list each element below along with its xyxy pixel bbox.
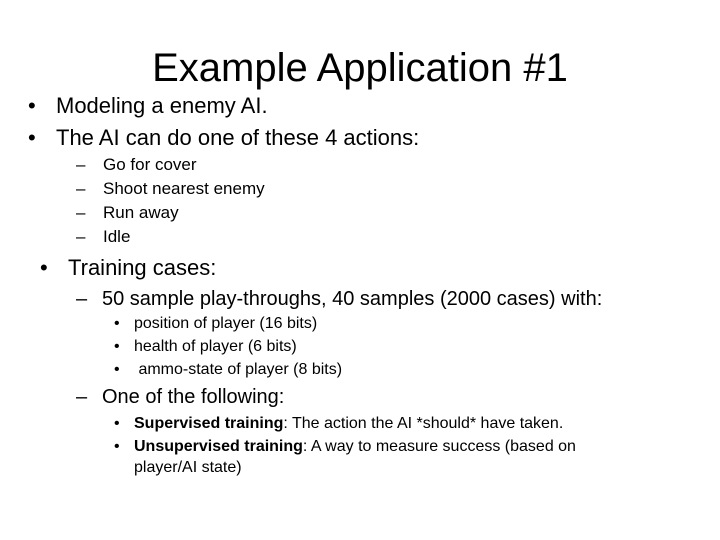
action-label: Idle [103,227,131,246]
slide-title: Example Application #1 [152,46,568,90]
feature-item [114,313,318,334]
training-heading: Training cases: [68,255,217,280]
action-item [76,154,197,176]
option-bold: Unsupervised training [134,438,303,455]
option-text [134,436,576,457]
action-label: Go for cover [103,155,197,174]
bullet-marker: • [114,438,120,455]
bullet-actions [28,124,420,152]
dash-marker: – [76,227,86,246]
bullet-marker: • [114,315,120,332]
dash-marker: – [76,179,86,198]
dash-marker: – [76,386,88,408]
feature-item [114,336,297,357]
option-supervised [114,413,564,434]
option-continuation: player/AI state) [134,459,242,476]
bullet-marker: • [40,255,48,280]
bullet-modeling [28,92,268,120]
feature-item [114,359,343,380]
action-item [76,202,179,224]
sample-text: 50 sample play-throughs, 40 samples (2000 cases) with: [102,288,603,310]
feature-text: position of player (16 bits) [134,315,318,332]
action-item [76,226,131,248]
option-text [134,413,563,434]
dash-marker: – [76,203,86,222]
action-item [76,178,265,200]
dash-marker: – [76,155,86,174]
option-rest: : The action the AI *should* have taken. [283,415,564,432]
action-label: Shoot nearest enemy [103,179,265,198]
option-bold: Supervised training [134,415,284,432]
bullet-text: The AI can do one of these 4 actions: [56,125,420,150]
option-unsupervised [114,436,576,457]
feature-text: ammo-state of player (8 bits) [134,361,343,378]
sample-line [76,286,603,312]
dash-marker: – [76,288,88,310]
bullet-marker: • [114,361,120,378]
bullet-training [40,254,217,282]
bullet-marker: • [28,93,36,118]
feature-text: health of player (6 bits) [134,338,297,355]
option-rest: : A way to measure success (based on [302,438,576,455]
bullet-marker: • [114,338,120,355]
one-of-text: One of the following: [102,386,285,408]
bullet-marker: • [28,125,36,150]
bullet-text: Modeling a enemy AI. [56,93,268,118]
action-label: Run away [103,203,179,222]
one-of-line [76,384,285,410]
bullet-marker: • [114,415,120,432]
